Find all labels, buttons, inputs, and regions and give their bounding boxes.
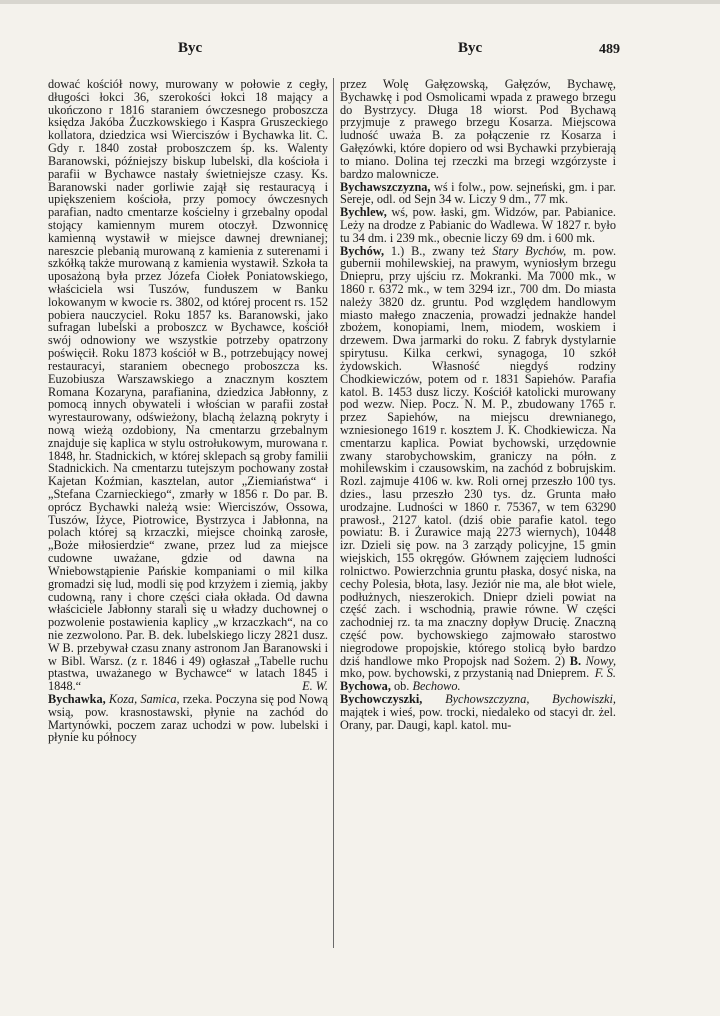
running-head-left: Byc [178, 40, 203, 56]
entry-headword: Bychawka, [48, 692, 106, 706]
right-column [340, 78, 616, 731]
left-column [48, 78, 328, 744]
entry-subheadword: B. [569, 653, 582, 668]
column-divider [333, 78, 334, 948]
running-head-right: Byc [458, 40, 483, 56]
entry-headword: Bychlew, [340, 205, 387, 220]
entry-bychawka [48, 693, 328, 744]
entry-text: wś i folw., pow. sejneński, gm. i par. Sereje, odl. od Sejn 34 w. Liczy 9 dm., 77 mk. [340, 179, 616, 207]
author-signature: F. S. [594, 666, 616, 681]
entry-bychawszczyzna [340, 181, 616, 207]
paragraph-text: dować kościół nowy, murowany w połowie z cegły, długości łokci 36, szerokości łokci 18 mający a ukończono r 1816 staraniem ówczesnego proboszcza księdza Jakóba Żuczkowskiego i Kaspra Gruszeckiego kollatora, dziedzica wsi Wierciszów i Bychawka lit. C. Gdy r. 1840 został proboszczem śp. ks. Walenty Baranowski, późniejszy biskup lubelski, dla kościoła i parafii w Bychawce nastały świetniejsze czasy. Ks. Baranowski nader gorliwie zajął się restauracyą i upiększeniem kościoła, przy pomocy ówczesnych parafian, nadto cmentarze kościelny i grzebalny opodal stojący kamiennym murem otoczył. Dzwonnicę kamienną wystawił w miejsce dawnej drewnianej; nareszcie plebanią murowaną z kamienia z suterenami i szkółką także murowaną z kamienia wystawił. Szkoła ta uposażoną była przez Józefa Ciołek Poniatowskiego, właściciela wsi Tuszów, funduszem w Banku lokowanym w kwocie rs. 3802, od której procent rs. 152 pobiera nauczyciel. Roku 1857 ks. Baranowski, jako sufragan lubelski a proboszcz w Bychawce, kościół swój odnowiony we wszystkie potrzeby opatrzony poświęcił. Roku 1873 kościół w B., potrzebujący nowej restauracyi, staraniem obecnego proboszcza ks. Euzobiusza Warszawskiego a znacznym kosztem Romana Kozaryna, parafianina, dziedzica Jabłonny, z pomocą innych obywateli i włościan w parafii został wyrestaurowany, odświeżony, blachą żelazną pokryty i nową wieżą ozdobiony, Na cmentarzu grzebalnym znajduje się kaplica w stylu ostrołukowym, murowana r. 1848, hr. Stadnickich, w której sklepach są groby familii Stadnickich. Na cmentarzu tutejszym pochowany został Kajetan Koźmian, kasztelan, autor „Ziemiaństwa“ i „Stefana Czarnieckiego“, zmarły w 1856 r. Do par. B. oprócz Bychawki należą wsie: Wierciszów, Ossowa, Tuszów, Iżyce, Piotrowice, Bystrzyca i Jabłonna, na polach której są krzaczki, miejsce choinką zarosłe, „Boże miłosierdzie“ zwane, przez lud za miejsce cudowne uważane, gdzie od dawna na Wniebowstąpienie Pańskie kompaniami o mil kilka gromadzi się lud, modli się pod krzyżem i ziemią, jakby cudowną, rany i chore części ciała okłada. Od dawna właściciele Jabłonny starali się u władzy duchownej o pozwolenie postawienia kaplicy „w krzaczkach“, na co nie zezwolono. Par. B. dek. lubelskiego liczy 2821 dusz. W B. przebywał czasu znany astronom Jan Baranowski i w Bibl. Warsz. (z r. 1846 i 49) ogłaszał „Tabelle ruchu ptastwa, uważanego w Bychawce“ w latach 1845 i 1848.“ [48, 77, 328, 694]
page-number: 489 [599, 42, 620, 57]
entry-cross-reference: Bechowo. [412, 679, 461, 694]
entry-text: m. pow. gubernii mohilewskiej, na prawym, wyniosłym brzegu Dniepru, przy ujściu rz. Mokranki. Ma 7000 mk., w 1860 r. 6372 mk., w tem 3294 izr., 700 dm. Do miasta należy 3820 dz. gruntu. Pod względem handlowym miasto małego znaczenia, prowadzi jednakże handel zbożem, konopiami, lnem, miodem, woskiem i drzewem. Dwa jarmarki do roku. Z fabryk dystylarnie spirytusu. Kilka cerkwi, synagoga, 10 szkół żydowskich. Własność niegdyś rodziny Chodkiewiczów, potem od r. 1831 Sapiehów. Parafia katol. B. 1453 dusz liczy. Kościół katolicki murowany pod wezw. Niep. Pocz. N. M. P., zbudowany 1765 r. przez Sapiehów, na miejscu drewnianego, wzniesionego 1619 r. kosztem J. K. Chodkiewicza. Na cmentarzu kaplica. Powiat bychowski, urzędownie zwany starobychowskim, graniczy na półn. z mohilewskim i czausowskim, na zachód z bobrujskim. Rozl. zajmuje 4106 w. kw. Roli ornej przeszło 100 tys. dzies., lasu przeszło 230 tys. dz. Grunta mało urodzajne. Ludności w 1860 r. 75367, w tem 63290 prawosł., 2127 katol. (dziś obie parafie katol. tego powiatu: B. i Żurawice mają 2273 wiernych), 10448 izr. Dzieli się pow. na 3 zarządy policyjne, 15 gmin wiejskich, 155 okręgów. Głównem zajęciem ludności rolnictwo. Powierzchnia gruntu płaska, dosyć niska, na cechy Polesia, błota, lasy. Jeziór nie ma, ale błot wiele, podłużnych, nieszerokich. Dniepr dzieli powiat na część zach. i wschodnią, prawie równe. W części zachodniej rz. ta ma znaczny dopływ Drucię. Znaczną część pow. bychowskiego zajmowało starostwo niegrodowe propojskie, którego stolicą było bardzo dziś handlowe mko Propojsk nad Sożem. 2) [340, 243, 617, 668]
entry-alt-names: Koza, Samica, [108, 692, 180, 706]
entry-text: majątek i wieś, pow. trocki, niedaleko od stacyi dr. żel. Orany, par. Daugi, kapl. katol. mu- [340, 704, 616, 732]
page-top-edge [0, 0, 720, 4]
entry-text: wś, pow. łaski, gm. Widzów, par. Pabianice. Leży na drodze z Pabianic do Wadlewa. W 1827 r. było tu 34 dm. i 239 mk., obecnie liczy 69 dm. i 600 mk. [340, 205, 616, 245]
entry-alt-names: Nowy, [585, 653, 617, 668]
entry-alt-names: Bychowszczyzna, Bychowiszki, [445, 692, 617, 706]
entry-text: mko, pow. bychowski, z przystanią nad Dnieprem. [340, 666, 590, 681]
entry-headword: Bychów, [340, 243, 385, 258]
entry-bychawka-continued [340, 78, 616, 181]
entry-bychowczyszki [340, 693, 616, 731]
entry-bychawa-continued [48, 78, 328, 693]
entry-headword: Bychawszczyzna, [340, 179, 431, 194]
author-signature: E. W. [302, 679, 328, 694]
entry-text: ob. [393, 679, 410, 694]
paragraph-text: przez Wolę Gałęzowską, Gałęzów, Bychawę, Bychawkę i pod Osmolicami wpada z prawego brzegu do Bystrzycy. Długa 18 wiorst. Pod Bychawą przyjmuje z prawego brzegu Kosarza. Miejscowa ludność uważa B. za połączenie rz Kosarza i Gałęzówki, które dopiero od wsi Bychawki przybierają to miano. Dolina tej rzeczki ma brzegi wzgórzyste i bardzo malownicze. [340, 77, 616, 181]
entry-text: 1.) B., zwany też [390, 243, 486, 258]
entry-headword: Bychowczyszki, [340, 692, 423, 706]
entry-bychlew [340, 206, 616, 244]
entry-text: rzeka. Poczyna się pod Nową wsią, pow. krasnostawski, płynie na zachód do Martynówki, poczem zaraz uchodzi w pow. lubelski i płynie ku północy [48, 692, 329, 745]
entry-bychow [340, 245, 616, 681]
entry-alt-names: Stary Bychów, [492, 243, 567, 258]
entry-headword: Bychowa, [340, 679, 391, 694]
